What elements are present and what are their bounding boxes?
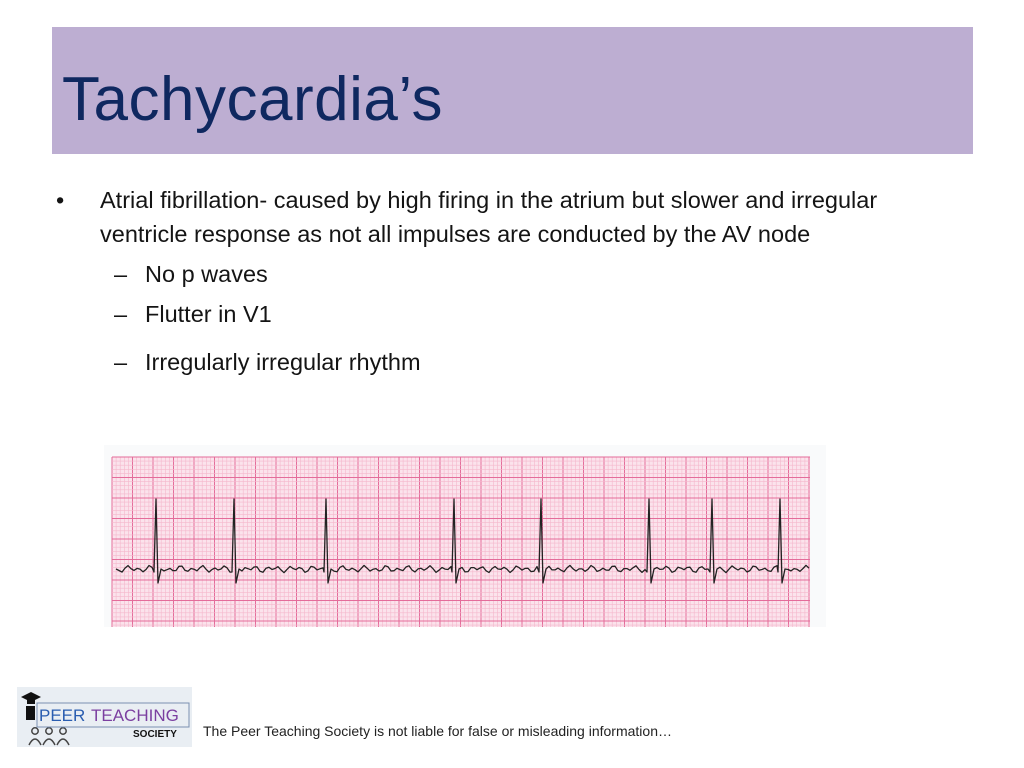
sub-item (56, 345, 956, 379)
bullet-item (56, 183, 956, 251)
sub-item (56, 297, 956, 331)
sub-marker: – (114, 261, 128, 287)
slide-title: Tachycardia’s (62, 65, 443, 134)
logo-peer: PEER (39, 706, 86, 725)
sub-marker: – (114, 301, 128, 327)
bullet-text: Atrial fibrillation- caused by high firing in the atrium but slower and irregular ventricle response as not all impulses are conducted by the AV node (100, 187, 878, 247)
sub-marker: – (114, 349, 128, 375)
logo-society: SOCIETY (133, 729, 177, 740)
sub-text: Flutter in V1 (145, 301, 272, 327)
bullet-marker: • (56, 187, 65, 213)
ecg-strip-svg (104, 445, 826, 627)
logo-teaching: TEACHING (91, 706, 179, 725)
footer-disclaimer: The Peer Teaching Society is not liable for false or misleading information… (203, 723, 672, 739)
title-band (52, 27, 973, 154)
sub-item (56, 257, 956, 291)
sub-text: No p waves (145, 261, 268, 287)
peer-teaching-society-logo (17, 687, 192, 747)
graduate-people-icon (17, 687, 192, 747)
sub-text: Irregularly irregular rhythm (145, 349, 421, 375)
ecg-strip-image (104, 445, 826, 627)
slide-content (56, 183, 956, 379)
